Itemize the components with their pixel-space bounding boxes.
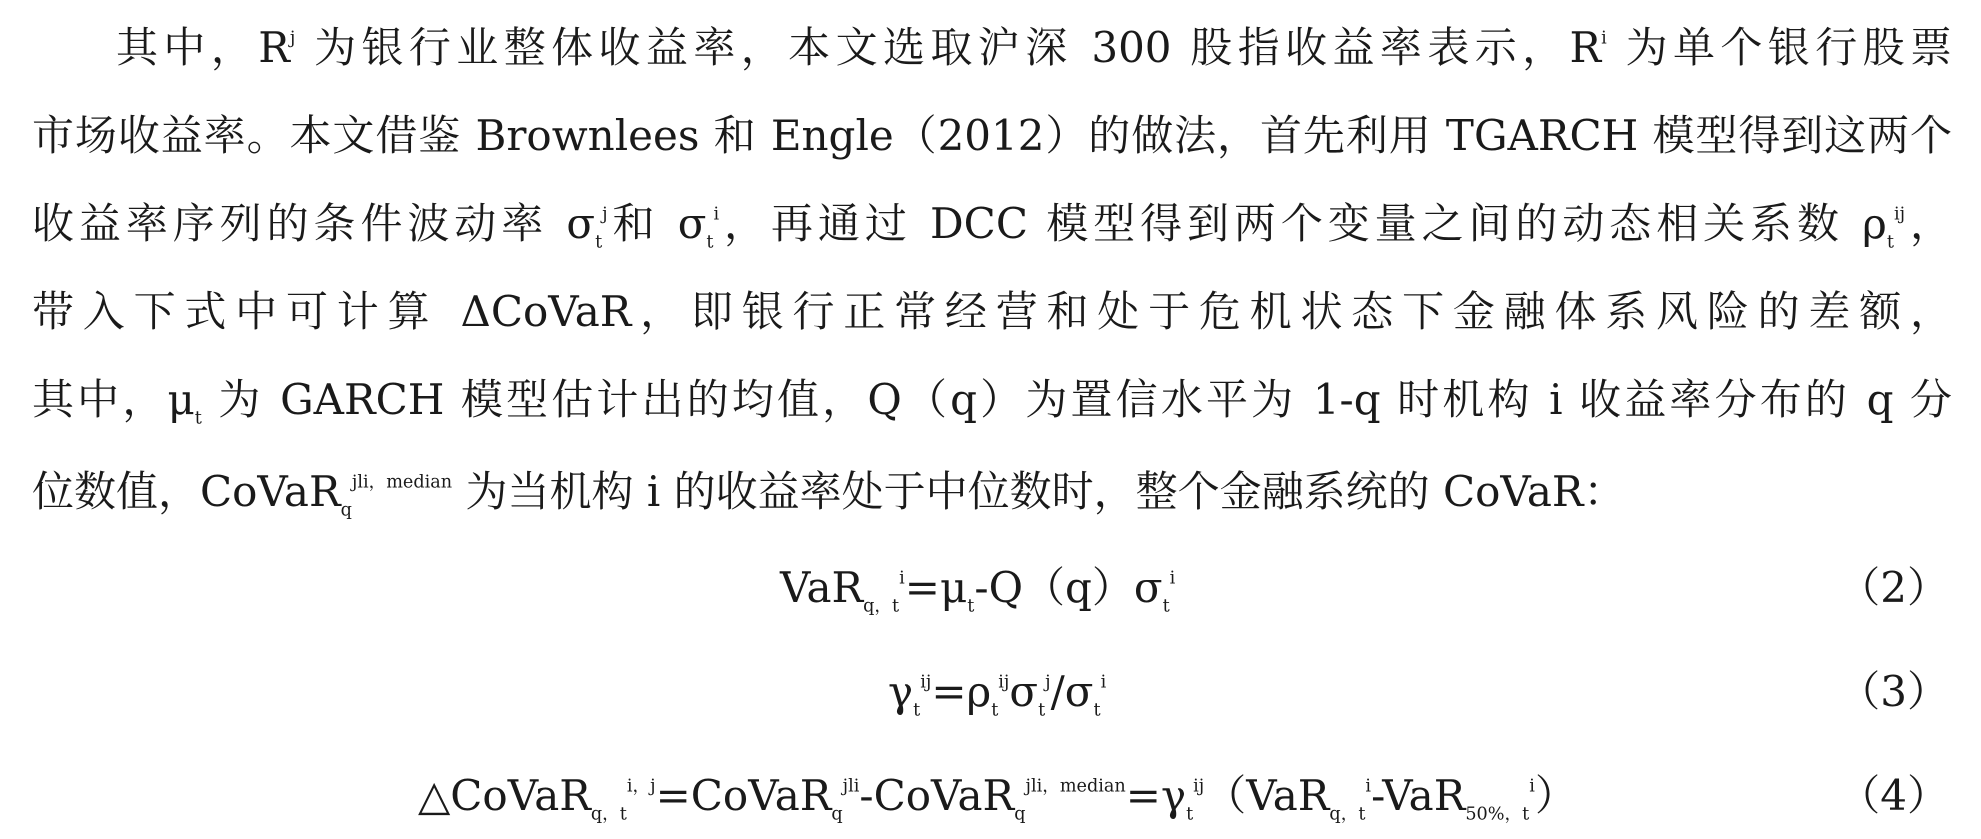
equation-3: $\gamma_t^{ij}=\rho_t^{ij}\sigma_t^j/\sigma_t^i$: [888, 667, 1107, 721]
paragraph-line-5: 其中，$\mu_t$ 为 GARCH 模型估计出的均值，Q（q）为置信水平为 1-q 时机构 i 收益率分布的 q 分: [32, 375, 1952, 429]
paragraph-line-2: 市场收益率。本文借鉴 Brownlees 和 Engle（2012）的做法，首先利用 TGARCH 模型得到这两个: [32, 111, 1952, 160]
equation-number-3: （3）: [1838, 667, 1949, 716]
paragraph-line-4: 带入下式中可计算 ΔCoVaR，即银行正常经营和处于危机状态下金融体系风险的差额，: [32, 287, 1952, 336]
equation-4: $\triangle CoVaR_{q,t}^{i,j}=CoVaR_q^{jli}-CoVaR_q^{jli,median}=\gamma_t^{ij}(VaR_{q,t}^i-VaR_{50\%,t}^i)$: [418, 771, 1577, 825]
paragraph-line-1: 其中，$R^j$ 为银行业整体收益率，本文选取沪深 300 股指收益率表示，$R^i$ 为单个银行股票: [116, 23, 1953, 72]
equation-number-4: （4）: [1838, 771, 1949, 820]
equation-number-2: （2）: [1838, 563, 1949, 612]
equation-2: $VaR_{q,t}^i=\mu_t-Q(q)\sigma_t^i$: [780, 563, 1176, 617]
paragraph-line-6: 位数值，CoVaR$_q^{jli,median}$ 为当机构 i 的收益率处于中位数时，整个金融系统的 CoVaR：: [32, 467, 1626, 521]
paragraph-line-3: 收益率序列的条件波动率 $\sigma_t^j$和 $\sigma_t^i$，再通过 DCC 模型得到两个变量之间的动态相关系数 $\rho_t^{ij}$，: [32, 199, 1952, 253]
